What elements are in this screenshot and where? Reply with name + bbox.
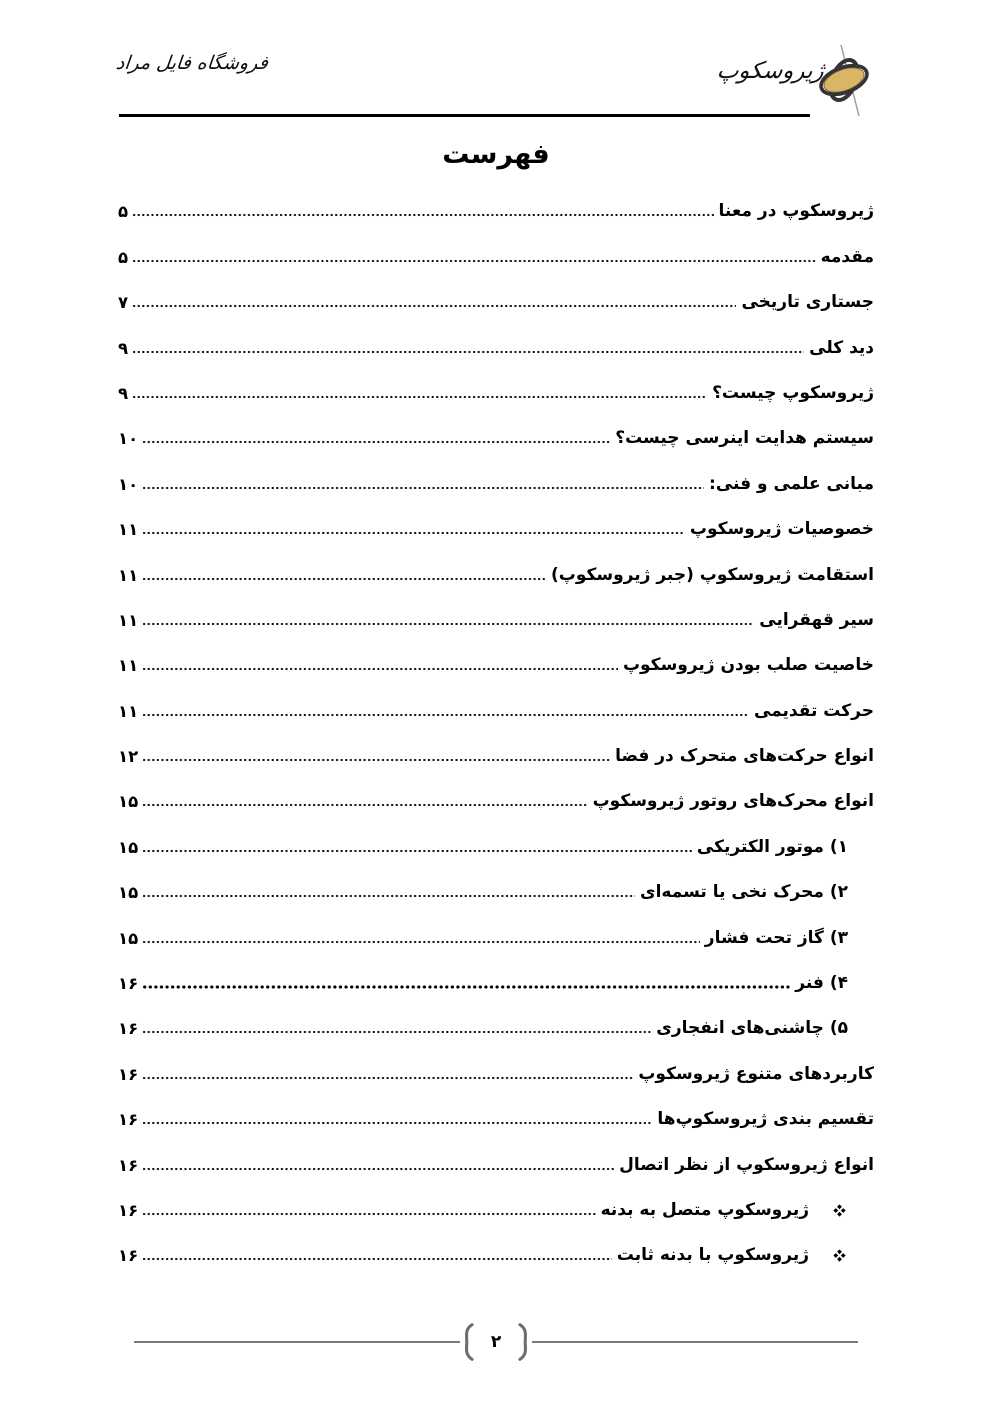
- toc-entry-page: ۱۵: [118, 883, 139, 903]
- dot-leader: [143, 577, 546, 581]
- dot-leader: [133, 395, 707, 399]
- toc-entry-page: ۱۶: [118, 1246, 139, 1266]
- dot-leader: [143, 1121, 652, 1125]
- toc-entry[interactable]: [118, 868, 874, 913]
- diamond-bullet-icon: [833, 1249, 846, 1262]
- toc-entry-title: ۵) چاشنی‌های انفجاری: [656, 1018, 848, 1039]
- page-number-bracket-icon: [517, 1322, 532, 1362]
- toc-entry-title: خصوصیات ژیروسکوپ: [689, 519, 874, 540]
- toc-entry-title: ژیروسکوپ با بدنه ثابت: [616, 1245, 809, 1266]
- diamond-bullet-icon: [833, 1204, 846, 1217]
- toc-entry[interactable]: [118, 323, 874, 368]
- toc-entry-title: استقامت ژیروسکوپ (جبر ژیروسکوپ): [551, 564, 874, 585]
- dot-leader: [133, 213, 713, 217]
- toc-entry-page: ۱۵: [118, 837, 139, 857]
- toc-entry-page: ۱۱: [118, 565, 139, 585]
- toc-entry-title: ژیروسکوپ در معنا: [718, 201, 874, 222]
- dot-leader: [143, 1167, 614, 1171]
- toc-entry-page: ۱۱: [118, 701, 139, 721]
- store-name-calligraphy: فروشگاه فایل مراد: [114, 52, 270, 74]
- dot-leader: [143, 894, 635, 898]
- toc-entry-title: انواع حرکت‌های متحرک در فضا: [615, 746, 874, 767]
- toc-entry[interactable]: [118, 1049, 874, 1094]
- toc-entry-page: ۱۶: [118, 1064, 139, 1084]
- toc-entry[interactable]: [118, 732, 874, 777]
- toc-entry[interactable]: [118, 414, 874, 459]
- toc-entry-page: ۱۰: [118, 429, 139, 449]
- dot-leader: [143, 758, 610, 762]
- toc-entry[interactable]: [118, 550, 874, 595]
- toc-entry-page: ۱۶: [118, 1200, 139, 1220]
- gyroscope-icon: [818, 44, 872, 118]
- toc-entry-title: سیستم هدایت اینرسی چیست؟: [615, 428, 874, 449]
- toc-entry-page: ۱۶: [118, 1155, 139, 1175]
- dot-leader: [143, 1212, 595, 1216]
- toc-entry-page: ۱۶: [118, 1110, 139, 1130]
- toc-entry-title: ژیروسکوپ چیست؟: [712, 382, 874, 403]
- toc-entry[interactable]: [118, 369, 874, 414]
- toc-entry-title: مقدمه: [820, 246, 874, 267]
- toc-heading: فهرست: [442, 139, 550, 170]
- toc-entry[interactable]: [118, 1231, 874, 1276]
- toc-entry-title: انواع محرک‌های روتور ژیروسکوپ: [592, 791, 874, 812]
- toc-entry[interactable]: [118, 459, 874, 504]
- dot-leader: [143, 940, 700, 944]
- toc-entry[interactable]: [118, 278, 874, 323]
- toc-entry-page: ۱۱: [118, 520, 139, 540]
- toc-entry-title: کاربردهای متنوع ژیروسکوپ: [638, 1063, 874, 1084]
- toc-entry[interactable]: [118, 505, 874, 550]
- dot-leader: [143, 486, 704, 490]
- toc-entry-page: ۵: [118, 202, 129, 222]
- dot-leader: [143, 713, 749, 717]
- toc-list: [118, 187, 874, 1276]
- toc-entry-title: ۴) فنر: [795, 973, 848, 994]
- toc-entry-title: حرکت تقدیمی: [753, 700, 874, 721]
- toc-entry-page: ۱۰: [118, 474, 139, 494]
- toc-entry[interactable]: [118, 777, 874, 822]
- toc-entry-page: ۱۵: [118, 928, 139, 948]
- toc-entry-title: دید کلی: [809, 337, 874, 358]
- toc-entry[interactable]: [118, 959, 874, 1004]
- footer-divider-right: [532, 1341, 858, 1343]
- toc-entry-title: تقسیم بندی ژیروسکوپ‌ها: [657, 1109, 874, 1130]
- dot-leader: [143, 440, 610, 444]
- toc-entry-page: ۹: [118, 383, 129, 403]
- dot-leader: [143, 622, 754, 626]
- dot-leader: [133, 304, 736, 308]
- dot-leader: [133, 259, 816, 263]
- toc-entry[interactable]: [118, 822, 874, 867]
- toc-entry-page: ۱۱: [118, 610, 139, 630]
- toc-entry[interactable]: [118, 232, 874, 277]
- page-number-bracket-icon: [460, 1322, 475, 1362]
- toc-entry[interactable]: [118, 1140, 874, 1185]
- toc-entry-title: ۱) موتور الکتریکی: [696, 836, 848, 857]
- footer-divider-left: [134, 1341, 460, 1343]
- dot-leader: [143, 1030, 651, 1034]
- toc-entry[interactable]: [118, 686, 874, 731]
- toc-entry-title: سیر قهقرایی: [759, 609, 874, 630]
- toc-entry-title: خاصیت صلب بودن ژیروسکوپ: [622, 655, 874, 676]
- toc-entry-page: ۱۶: [118, 1019, 139, 1039]
- dot-leader: [143, 667, 618, 671]
- toc-entry-title: ژیروسکوپ متصل به بدنه: [600, 1199, 809, 1220]
- toc-entry[interactable]: [118, 187, 874, 232]
- toc-entry-title: ۲) محرک نخی یا تسمه‌ای: [640, 882, 848, 903]
- page-number: ۲: [490, 1332, 502, 1352]
- toc-entry-title: ۳) گاز تحت فشار: [704, 927, 848, 948]
- toc-entry-title: مبانی علمی و فنی:: [709, 473, 874, 494]
- header-divider: [119, 114, 810, 117]
- toc-entry-title: جستاری تاریخی: [741, 292, 874, 313]
- toc-entry[interactable]: [118, 1186, 874, 1231]
- dot-leader: [133, 350, 804, 354]
- toc-entry[interactable]: [118, 913, 874, 958]
- toc-entry[interactable]: [118, 1004, 874, 1049]
- dot-leader: [143, 531, 685, 535]
- toc-entry-page: ۱۵: [118, 792, 139, 812]
- toc-entry-page: ۱۲: [118, 747, 139, 767]
- dot-leader: [143, 803, 587, 807]
- dot-leader: [143, 1257, 612, 1261]
- toc-entry[interactable]: [118, 1095, 874, 1140]
- document-title-calligraphy: ژیروسکوپ: [715, 58, 826, 84]
- toc-entry-page: ۷: [118, 293, 129, 313]
- toc-entry-page: ۱۶: [118, 974, 139, 994]
- dot-leader: [143, 849, 692, 853]
- dot-leader: [143, 985, 790, 989]
- dot-leader: [143, 1076, 633, 1080]
- toc-entry-page: ۵: [118, 247, 129, 267]
- toc-entry-title: انواع ژیروسکوپ از نظر اتصال: [619, 1154, 874, 1175]
- toc-entry-page: ۱۱: [118, 656, 139, 676]
- page-footer: [134, 1320, 858, 1364]
- toc-entry-page: ۹: [118, 338, 129, 358]
- toc-entry[interactable]: [118, 641, 874, 686]
- toc-entry[interactable]: [118, 596, 874, 641]
